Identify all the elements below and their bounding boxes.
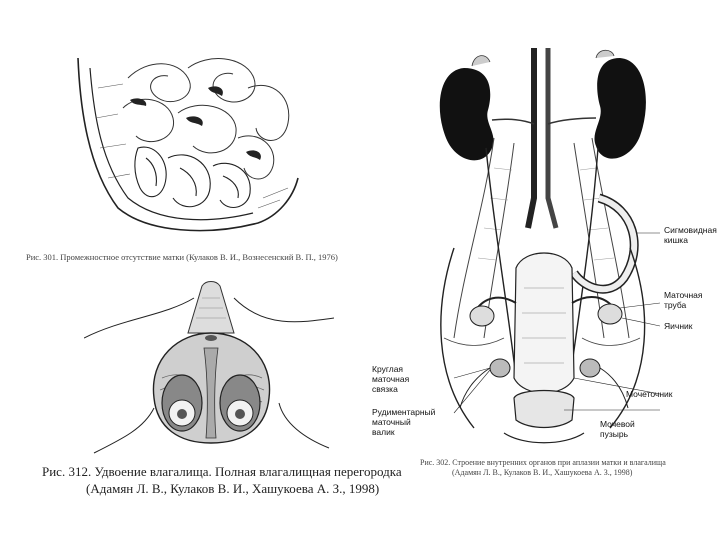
figure-302-caption-line1: Рис. 302. Строение внутренних органов при аплазии матки и влагалища <box>420 458 666 467</box>
label-ovary: Яичник <box>664 321 693 331</box>
figure-302-internal-organs <box>424 48 660 450</box>
figure-312-double-vagina <box>84 278 334 460</box>
label-bladder: Мочевой пузырь <box>600 419 635 439</box>
label-round-ligament: Круглая маточная связка <box>372 364 410 394</box>
figure-301-caption: Рис. 301. Промежностное отсутствие матки (Кулаков В. И., Вознесенский В. П., 1976) <box>26 252 338 262</box>
figure-302-caption-line2: (Адамян Л. В., Кулаков В. И., Хашукоева А. З., 1998) <box>452 468 633 477</box>
label-ureter: Мочеточник <box>626 389 673 399</box>
figure-312-caption-line1: Рис. 312. Удвоение влагалища. Полная влагалищная перегородка <box>42 464 402 479</box>
figure-312-caption-line2: (Адамян Л. В., Кулаков В. И., Хашукоева А. З., 1998) <box>86 481 380 496</box>
figure-301-pelvic-section <box>68 48 304 238</box>
label-rudimentary-horn: Рудиментарный маточный валик <box>372 407 436 437</box>
label-fallopian-tube: Маточная труба <box>664 290 703 310</box>
label-sigmoid-colon: Сигмовидная кишка <box>664 225 717 245</box>
